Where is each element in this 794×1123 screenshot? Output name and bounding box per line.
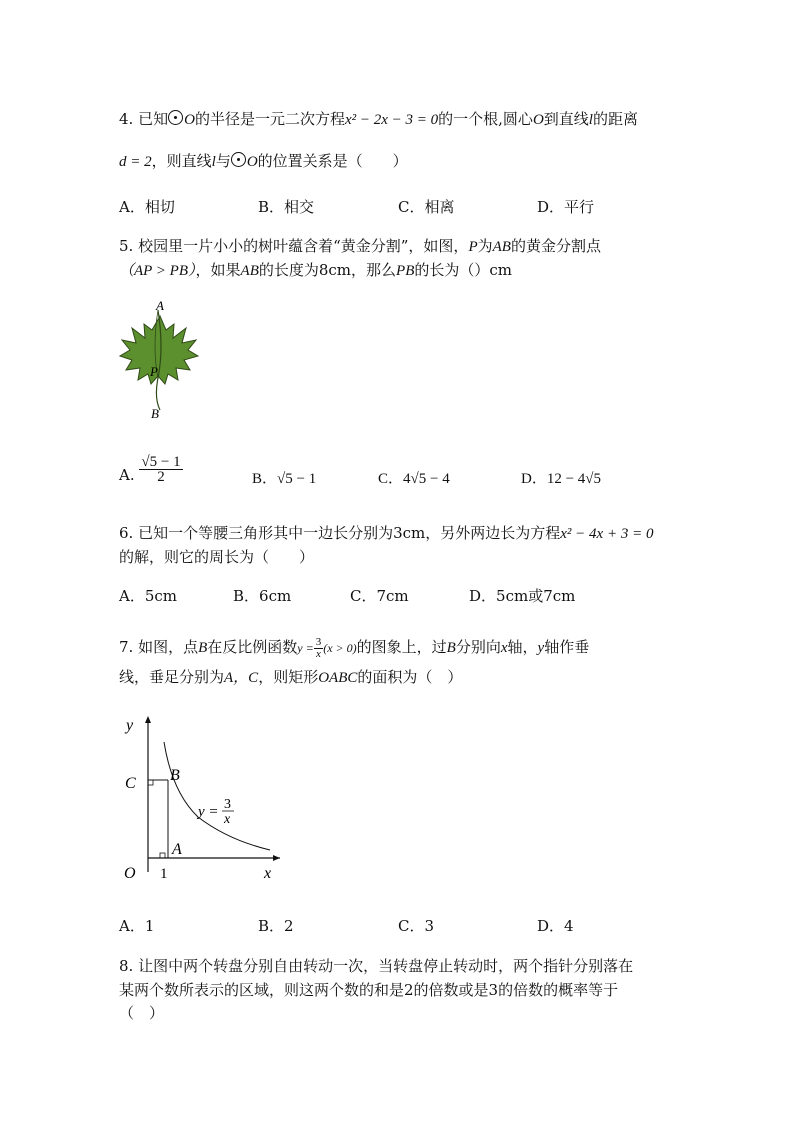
leaf-label-a: A (156, 298, 164, 313)
q7-b: B (198, 640, 208, 656)
q5-condition: （AP > PB） (119, 263, 196, 279)
q4-equation: x² − 2x − 3 = 0 (344, 112, 439, 128)
q4-text: 与 (215, 152, 231, 170)
graph-tick-1: 1 (160, 866, 168, 882)
q4-option-d[interactable]: D．平行 (537, 198, 595, 216)
q4-number: 4. (119, 110, 134, 128)
q6-option-a[interactable]: A．5cm (119, 587, 178, 605)
q5-text: ，如果 (195, 261, 241, 279)
q4-line: l (588, 112, 593, 128)
q4-distance: d = 2 (119, 154, 152, 170)
q7-text: 如图，点 (138, 638, 199, 656)
q5-number: 5. (119, 237, 134, 255)
x-axis-arrow-icon (273, 855, 280, 861)
q7-line1 (119, 636, 589, 660)
curve-label-den: x (224, 812, 231, 827)
q7-text: ，则矩形 (258, 668, 319, 686)
q4-text: ，则直线 (151, 152, 212, 170)
q5-ab: AB (240, 263, 259, 279)
q7-graph (118, 712, 288, 884)
q4-circle-label: O (246, 154, 258, 170)
q5-line1 (119, 235, 601, 256)
q4-text: 的位置关系是（ ） (257, 152, 408, 170)
q5-text: 的长度为8cm，那么 (258, 261, 397, 279)
q5-pb: PB (396, 263, 415, 279)
q7-text: 轴， (507, 638, 538, 656)
graph-label-o: O (124, 865, 136, 882)
graph-label-a: A (172, 841, 182, 858)
q7-func-condition: (x > 0) (323, 641, 357, 655)
curve-label-num: 3 (224, 797, 231, 812)
q7-text: 的图象上，过 (356, 638, 447, 656)
q7-text: 分别向 (455, 638, 501, 656)
q5-option-a-label: A. (119, 466, 135, 484)
q4-option-b[interactable]: B．相交 (258, 198, 315, 216)
curve-label-y: y = (198, 804, 219, 820)
circle-symbol-icon (168, 110, 183, 125)
q5-text: 的长为（）cm (414, 261, 512, 279)
y-axis-arrow-icon (145, 716, 151, 723)
q6-equation: x² − 4x + 3 = 0 (560, 526, 654, 542)
q5-line2 (119, 259, 512, 280)
q7-oabc: OABC (318, 670, 358, 686)
q4-option-c[interactable]: C．相离 (398, 198, 455, 216)
q7-option-b[interactable]: B．2 (258, 917, 294, 935)
q4-text: 的距离 (592, 110, 638, 128)
q4-circle-label: O (184, 112, 195, 128)
q7-ac: A，C (224, 670, 259, 686)
q6-option-c[interactable]: C．7cm (350, 587, 409, 605)
q4-text: 到直线 (543, 110, 589, 128)
q4-text: 的半径是一元二次方程 (194, 110, 345, 128)
q7-text: 在反比例函数 (207, 638, 298, 656)
q4-text: 的一个根,圆心 (438, 110, 533, 128)
q7-number: 7. (119, 638, 134, 656)
q8-line1 (119, 955, 633, 976)
q7-option-a[interactable]: A．1 (119, 917, 155, 935)
fraction-numerator: √5 − 1 (141, 454, 181, 470)
q5-option-a[interactable] (119, 455, 183, 484)
q5-option-a-fraction (139, 455, 182, 484)
fraction-numerator: 3 (315, 635, 322, 648)
q8-line2: 某两个数所表示的区域，则这两个数的和是2的倍数或是3的倍数的概率等于 (119, 981, 619, 999)
q7-option-c[interactable]: C．3 (398, 917, 435, 935)
leaf-figure (118, 298, 208, 423)
circle-symbol-icon (231, 152, 246, 167)
graph-label-b: B (170, 767, 180, 784)
leaf-label-p: P (150, 364, 158, 379)
q4-text: 已知 (138, 110, 169, 128)
q5-p: P (468, 239, 478, 255)
q7-text: 的面积为（ ） (357, 668, 463, 686)
q5-option-c[interactable]: C．4√5 − 4 (378, 471, 450, 487)
q5-text: 校园里一片小小的树叶蕴含着“黄金分割”，如图， (138, 237, 469, 255)
q5-text: 的黄金分割点 (510, 237, 601, 255)
q8-line3: （ ） (119, 1004, 165, 1022)
q7-x: x (500, 640, 508, 656)
leaf-label-b: B (151, 406, 159, 421)
q8-text: 让图中两个转盘分别自由转动一次，当转盘停止转动时，两个指针分别落在 (138, 957, 634, 975)
q4-option-a[interactable]: A．相切 (119, 198, 175, 216)
q4-line1 (119, 108, 638, 129)
q6-option-b[interactable]: B．6cm (233, 587, 292, 605)
fraction-denominator: 2 (157, 469, 165, 485)
q6-line2: 的解，则它的周长为（ ） (119, 548, 315, 566)
q6-number: 6. (119, 524, 134, 542)
q5-option-d[interactable]: D．12 − 4√5 (521, 471, 602, 487)
hyperbola-curve (164, 742, 270, 850)
q7-y: y (537, 640, 545, 656)
q7-text: 轴作垂 (544, 638, 590, 656)
q7-b: B (446, 640, 456, 656)
q5-ab: AB (492, 239, 511, 255)
q8-number: 8. (119, 957, 134, 975)
q4-line2 (119, 150, 408, 171)
q7-func-y: y = (297, 641, 314, 655)
q6-option-d[interactable]: D．5cm或7cm (469, 587, 576, 605)
q5-text: 为 (477, 237, 493, 255)
graph-label-c: C (125, 775, 136, 792)
q7-line2 (119, 666, 462, 687)
right-angle-mark (160, 853, 165, 858)
q5-option-b[interactable]: B．√5 − 1 (252, 471, 317, 487)
right-angle-mark (148, 780, 153, 785)
q6-text: 已知一个等腰三角形其中一边长分别为3cm，另外两边长为方程 (138, 524, 561, 542)
q7-func-fraction (314, 637, 324, 660)
fraction-denominator: x (316, 647, 321, 660)
graph-label-y: y (126, 717, 134, 734)
q7-option-d[interactable]: D．4 (537, 917, 574, 935)
graph-label-x: x (264, 865, 272, 882)
q4-center: O (532, 112, 544, 128)
q7-text: 线，垂足分别为 (119, 668, 225, 686)
q4-line: l (211, 154, 216, 170)
q6-line1 (119, 522, 653, 543)
